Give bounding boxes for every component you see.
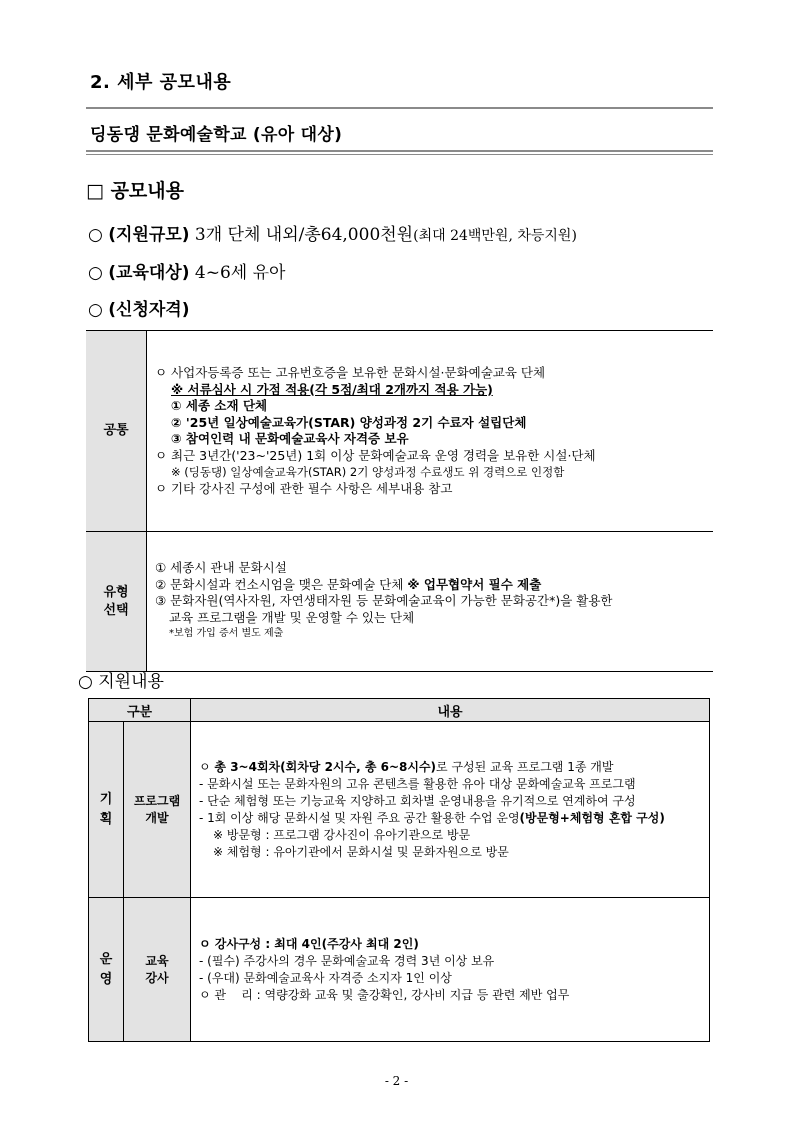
text-line: *보험 가입 증서 별도 제출	[169, 628, 284, 640]
item-text: 4~6세 유아	[194, 263, 286, 283]
text-line: ㅇ 최근 3년간('23~'25년) 1회 이상 문화예술교육 운영 경력을 보유한 시설·단체	[155, 447, 596, 463]
text-line: ③ 문화자원(역사자원, 자연생태자원 등 문화예술교육이 가능한 문화공간*)을 활용한	[155, 593, 613, 609]
text-span: ② 문화시설과 컨소시엄을 맺은 문화예술 단체	[155, 576, 408, 592]
text-line: ㅇ 관 리 : 역량강화 교육 및 출강확인, 강사비 지급 등 관련 제반 업무	[199, 987, 570, 1002]
divider	[86, 154, 713, 155]
item-label: (신청자격)	[108, 300, 190, 320]
support-heading: ○ 지원내용	[78, 672, 164, 692]
subcategory-program	[124, 722, 191, 898]
eligibility-table	[86, 330, 713, 672]
category-char: 운	[99, 951, 113, 967]
page-number: - 2 -	[384, 1074, 409, 1088]
divider	[86, 107, 713, 109]
text-line: ※ 체험형 : 유아기관에서 문화시설 및 문화자원으로 방문	[213, 844, 509, 859]
label-line: 유형	[103, 584, 129, 600]
category-char: 획	[99, 811, 113, 827]
item-eligibility	[88, 295, 189, 320]
text-line: - 문화시설 또는 문화자원의 고유 콘텐츠를 활용한 유아 대상 문화예술교육 프로그램	[199, 776, 636, 791]
content-operation	[191, 898, 710, 1042]
box-heading: □ 공모내용	[86, 180, 184, 202]
category-operation	[89, 898, 124, 1042]
text-line: - 단순 체험형 또는 기능교육 지양하고 회차별 운영내용을 유기적으로 연계하여 구성	[199, 793, 636, 808]
subcategory-instructor	[124, 898, 191, 1042]
table-row	[86, 532, 713, 672]
item-text: 3개 단체 내외/총64,000천원	[194, 225, 414, 245]
text-span: 총 3~4회차(회차당 2시수, 총 6~8시수)	[214, 759, 437, 774]
text-line: ㅇ 사업자등록증 또는 고유번호증을 보유한 문화시설·문화예술교육 단체	[155, 365, 546, 380]
category-planning	[89, 722, 124, 898]
text-span: ※ 업무협약서 필수 제출	[407, 576, 542, 592]
subcategory-line: 프로그램	[133, 793, 181, 808]
text-line: ① 세종시 관내 문화시설	[155, 560, 287, 576]
row-label-common: 공통	[86, 331, 147, 532]
text-line	[199, 759, 709, 776]
text-line: ※ (딩동댕) 일상예술교육가(STAR) 2기 양성과정 수료생도 위 경력으로 인정함	[171, 465, 565, 479]
header-content: 내용	[191, 699, 710, 722]
circle-marker: ○	[88, 263, 103, 283]
row-content-common	[147, 331, 714, 532]
subcategory-line: 강사	[145, 970, 169, 985]
text-line: - (필수) 주강사의 경우 문화예술교육 경력 3년 이상 보유	[199, 953, 495, 968]
section-title: 2. 세부 공모내용	[90, 72, 232, 93]
text-span: 로 구성된 교육 프로그램 1종 개발	[436, 759, 614, 774]
table-row	[89, 722, 710, 898]
subcategory-line: 개발	[145, 810, 169, 825]
item-support-scale	[88, 220, 577, 245]
text-line	[155, 577, 713, 594]
text-line	[199, 810, 709, 827]
text-line: ㅇ 강사구성 : 최대 4인(주강사 최대 2인)	[199, 936, 419, 951]
row-label-type	[86, 532, 147, 672]
text-line: - (우대) 문화예술교육사 자격증 소지자 1인 이상	[199, 970, 452, 985]
text-span: ㅇ	[199, 759, 215, 774]
text-line: ② '25년 일상예술교육가(STAR) 양성과정 2기 수료자 설립단체	[171, 414, 527, 430]
header-row	[89, 699, 710, 722]
text-span: - 1회 이상 해당 문화시설 및 자원 주요 공간 활용한 수업 운영	[199, 810, 520, 825]
support-table	[88, 698, 710, 1042]
category-char: 영	[99, 971, 113, 987]
text-line: ※ 서류심사 시 가점 적용(각 5점/최대 2개까지 적용 가능)	[171, 381, 493, 397]
subcategory-line: 교육	[145, 953, 169, 968]
table-row	[89, 898, 710, 1042]
category-char: 기	[99, 791, 113, 807]
circle-marker: ○	[88, 300, 103, 320]
content-planning	[191, 722, 710, 898]
program-title: 딩동댕 문화예술학교 (유아 대상)	[90, 125, 343, 145]
header-category: 구분	[89, 699, 191, 722]
text-span: (방문형+체험형 혼합 구성)	[519, 810, 665, 825]
item-label: (지원규모)	[108, 225, 190, 245]
item-note: (최대 24백만원, 차등지원)	[413, 228, 577, 244]
text-line: ③ 참여인력 내 문화예술교육사 자격증 보유	[171, 431, 409, 446]
text-line: ※ 방문형 : 프로그램 강사진이 유아기관으로 방문	[213, 827, 471, 842]
circle-marker: ○	[88, 225, 103, 245]
text-line: ㅇ 기타 강사진 구성에 관한 필수 사항은 세부내용 참고	[155, 480, 453, 496]
row-content-type	[147, 532, 714, 672]
text-line: ① 세종 소재 단체	[171, 398, 268, 413]
item-target	[88, 258, 285, 283]
label-line: 선택	[103, 602, 129, 618]
divider	[86, 150, 713, 152]
item-label: (교육대상)	[108, 263, 190, 283]
text-line: 교육 프로그램을 개발 및 운영할 수 있는 단체	[169, 609, 415, 625]
table-row	[86, 331, 713, 532]
